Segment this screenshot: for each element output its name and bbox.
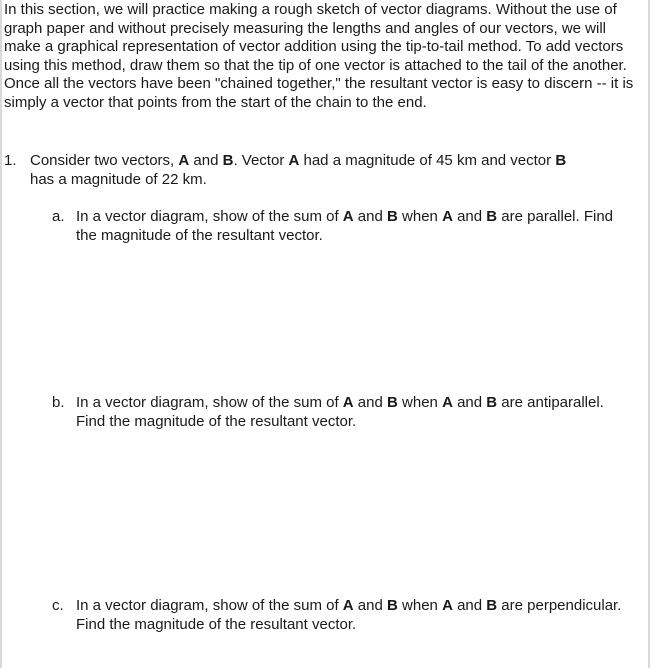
intro-paragraph: In this section, we will practice making a rough sketch of vector diagrams. Without the use of graph paper and without precisely measuring the lengths and angles of our vectors, we will make a graphical representation of vector addition using the tip-to-tail method. To add vectors using this method, draw them so that the tip of one vector is attached to the tail of the another. Once all the vectors have been "chained together," the resultant vector is easy to discern -- it is simply a vector that points from the start of the chain to the end. [4, 1, 634, 111]
part-label: a. [52, 208, 65, 225]
part-text: In a vector diagram, show of the sum of A and B when A and B are antiparallel. Find the magnitude of the resultant vector. [76, 394, 604, 430]
question-text: Consider two vectors, A and B. Vector A had a magnitude of 45 km and vector B has a magnitude of 22 km. [30, 152, 567, 188]
part-label: b. [52, 394, 65, 411]
part-label: c. [52, 597, 64, 614]
page-edge-left [0, 0, 2, 668]
part-text: In a vector diagram, show of the sum of A and B when A and B are parallel. Find the magnitude of the resultant vector. [76, 208, 614, 244]
question-number: 1. [4, 152, 17, 169]
part-text: In a vector diagram, show of the sum of A and B when A and B are perpendicular. Find the magnitude of the resultant vector. [76, 597, 622, 633]
